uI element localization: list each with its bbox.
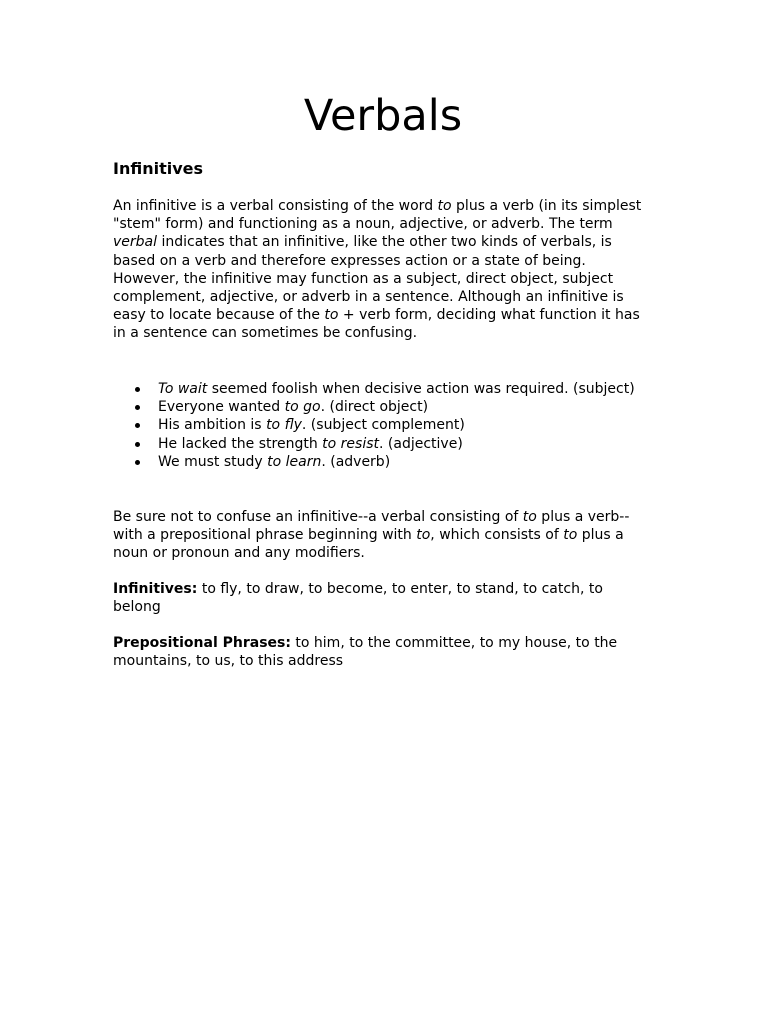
example-post: . (adverb) [321, 453, 391, 470]
intro-text-1: An infinitive is a verbal consisting of the word [113, 198, 438, 214]
intro-text-2: plus a verb (in its simplest "stem" form) and functioning as a noun, adjective, or adverb. The term [113, 198, 642, 233]
example-italic: to resist [322, 435, 380, 452]
caution-italic-2: to [416, 527, 431, 544]
page-title: Verbals [303, 91, 463, 141]
example-pre: His ambition is [158, 417, 267, 434]
prepositional-text: to him, to the committee, to my house, to the mountains, to us, to this address [113, 635, 618, 670]
intro-paragraph [113, 197, 653, 343]
caution-text-2: plus a verb--with a prepositional phrase beginning with [113, 509, 630, 544]
infinitives-text: to fly, to draw, to become, to enter, to stand, to catch, to belong [113, 581, 603, 616]
list-item [158, 453, 653, 471]
prepositional-examples-paragraph [113, 634, 653, 670]
example-post: . (subject complement) [301, 417, 465, 434]
intro-italic-3: to [324, 307, 339, 324]
caution-italic-3: to [563, 527, 578, 544]
intro-text-3: indicates that an infinitive, like the other two kinds of verbals, is based on a verb and therefore expresses action or a state of being. However, the infinitive may function as a subject, direct object, subject complement, adjective, or adverb in a sentence. Although an infinitive is easy to locate because of the [113, 234, 624, 324]
list-item [158, 416, 653, 434]
example-pre: Everyone wanted [158, 399, 285, 416]
example-italic: to fly [266, 417, 302, 434]
caution-text-3: , which consists of [430, 527, 564, 544]
caution-text-1: Be sure not to confuse an infinitive--a verbal consisting of [113, 509, 523, 525]
example-post: . (direct object) [320, 399, 429, 416]
example-italic: To wait [158, 381, 208, 397]
section-heading: Infinitives [113, 159, 204, 178]
example-post: seemed foolish when decisive action was required. (subject) [207, 381, 635, 397]
example-italic: to go [284, 399, 321, 416]
infinitives-label: Infinitives: [113, 581, 198, 597]
list-item [158, 435, 653, 453]
intro-text-4: + verb form, deciding what function it has in a sentence can sometimes be confusing. [113, 307, 640, 342]
list-item [158, 398, 653, 416]
prepositional-label: Prepositional Phrases: [113, 635, 291, 651]
infinitives-examples-paragraph [113, 580, 653, 616]
example-italic: to learn [267, 453, 322, 470]
example-post: . (adjective) [379, 435, 463, 452]
example-pre: He lacked the strength [158, 435, 323, 452]
caution-text-4: plus a noun or pronoun and any modifiers. [113, 527, 624, 562]
example-pre: We must study [158, 453, 268, 470]
caution-paragraph [113, 508, 653, 563]
intro-italic-1: to [437, 198, 452, 214]
intro-italic-2: verbal [113, 234, 158, 251]
list-item [158, 380, 653, 398]
caution-italic-1: to [522, 509, 537, 525]
examples-list [113, 380, 653, 471]
